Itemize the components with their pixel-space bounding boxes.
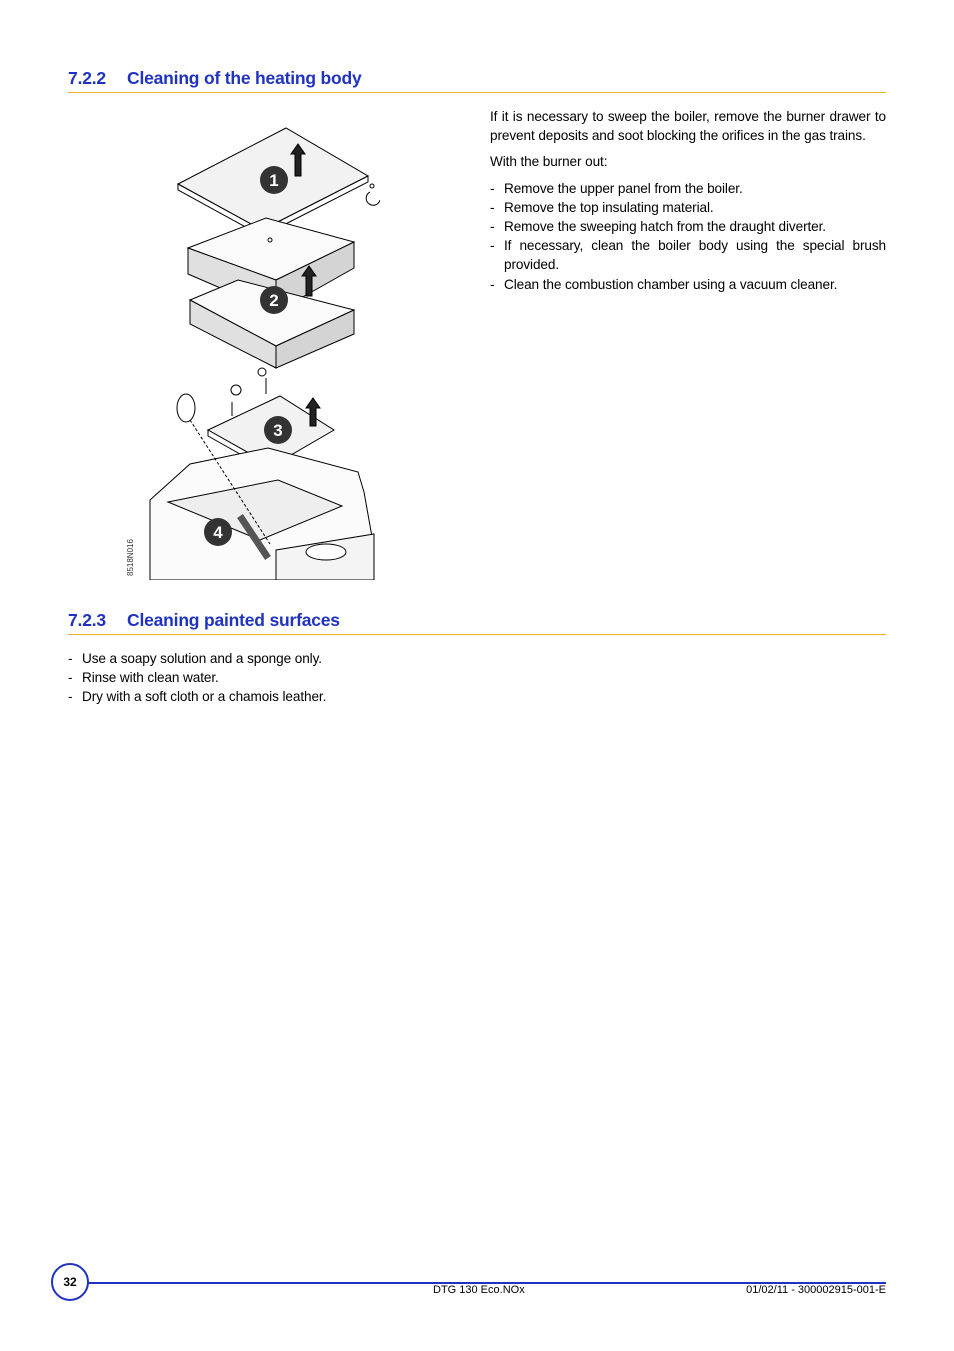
section-number: 7.2.2	[68, 68, 106, 88]
list-item: - Remove the top insulating material.	[490, 198, 886, 217]
footer-document-name: DTG 130 Eco.NOx	[433, 1284, 525, 1296]
section-title: Cleaning of the heating body	[127, 68, 362, 88]
section-number: 7.2.3	[68, 610, 106, 630]
section-heading-painted-surfaces	[68, 610, 886, 635]
section-title: Cleaning painted surfaces	[127, 610, 340, 630]
section-heading-heating-body	[68, 68, 886, 93]
figure-callout-1: 1	[269, 171, 279, 190]
figure-callout-3: 3	[273, 421, 283, 440]
heating-body-steps	[490, 179, 886, 294]
list-item: - Clean the combustion chamber using a vacuum cleaner.	[490, 275, 886, 294]
list-item: - Rinse with clean water.	[68, 668, 518, 687]
boiler-exploded-illustration	[128, 120, 380, 580]
list-item: - If necessary, clean the boiler body using the special brush provided.	[490, 236, 886, 274]
figure-callout-4: 4	[213, 523, 223, 542]
list-item: - Remove the upper panel from the boiler.	[490, 179, 886, 198]
list-item: - Remove the sweeping hatch from the draught diverter.	[490, 217, 886, 236]
lead-paragraph: With the burner out:	[490, 154, 608, 170]
footer-reference: 01/02/11 - 300002915-001-E	[746, 1284, 886, 1296]
figure-code: 8518N016	[126, 539, 135, 576]
intro-paragraph: If it is necessary to sweep the boiler, remove the burner drawer to prevent deposits and soot blocking the orifices in the gas trains.	[490, 109, 886, 144]
figure-callout-2: 2	[269, 291, 279, 310]
list-item: - Use a soapy solution and a sponge only.	[68, 649, 518, 668]
page-number-badge: 32	[51, 1263, 89, 1301]
list-item: - Dry with a soft cloth or a chamois leather.	[68, 687, 518, 706]
painted-surfaces-instructions	[68, 649, 518, 707]
heating-body-instructions	[490, 107, 886, 294]
painted-surfaces-steps	[68, 649, 518, 707]
